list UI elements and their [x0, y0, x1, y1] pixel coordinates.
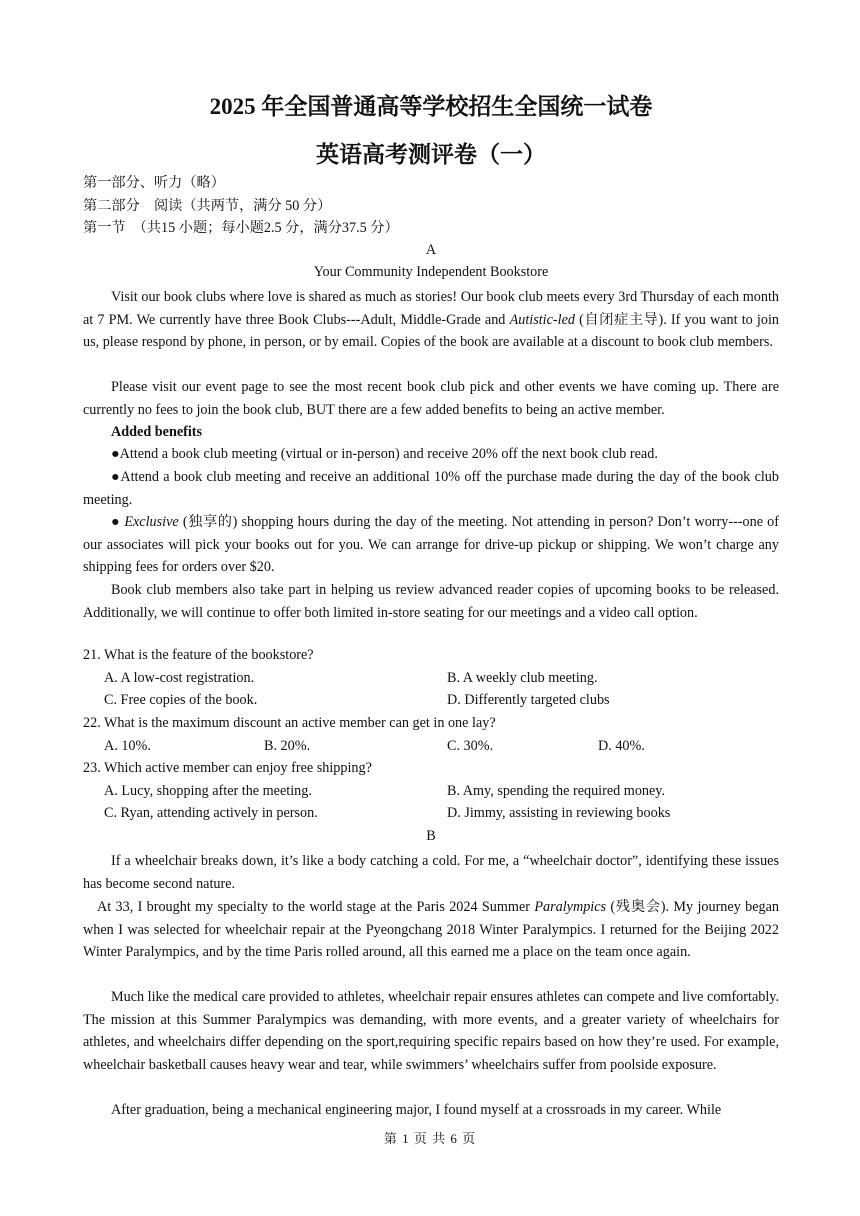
q21-option-d: D. Differently targeted clubs [447, 692, 610, 708]
benefits-heading: Added benefits [111, 424, 203, 440]
q22-option-a: A. 10%. [104, 738, 151, 754]
benefit-item-1: ●Attend a book club meeting (virtual or in-person) and receive 20% off the next book club read. [111, 446, 658, 462]
passage-a-paragraph-2: Please visit our event page to see the most recent book club pick and other events we have coming up. There are currently no fees to join the book club, BUT there are a few added benefits to being an active member. [83, 379, 779, 418]
passage-a-paragraph-1 [83, 286, 779, 354]
p1-emphasis: Autistic-led [509, 311, 575, 328]
p1-text-a: Visit our book clubs where love is shared as much as stories! Our book club meets every 3rd Thursday of each month at 7 PM. We currently have three Book Clubs---Adult, Middle-Grade and [83, 289, 779, 328]
question-23: 23. Which active member can enjoy free shipping? [83, 760, 372, 776]
q21-option-a: A. A low-cost registration. [104, 670, 255, 686]
q22-option-b: B. 20%. [264, 738, 311, 754]
question-21: 21. What is the feature of the bookstore? [83, 647, 314, 663]
p1-text-b: (自闭症主导). If you want to join us, please respond by phone, in person, or by email. Copies of the book are available at a discount to book club members. [83, 311, 779, 351]
passage-b-paragraph-1: If a wheelchair breaks down, it’s like a body catching a cold. For me, a “wheelchair doctor”, identifying these issues has become second nature. [83, 853, 779, 892]
q22-option-c: C. 30%. [447, 738, 494, 754]
page-number-footer: 第 1 页 共 6 页 [383, 1131, 477, 1146]
passage-b-paragraph-3: Much like the medical care provided to athletes, wheelchair repair ensures athletes can compete and live comfortably. The mission at this Summer Paralympics was demanding, with more events, and a greater variety of wheelchairs for athletes, and wheelchairs differ depending on the sport,requiring specific repairs based on how they’re used. For example, wheelchair basketball causes heavy wear and tear, while swimmers’ wheelchairs suffer from poolside exposure. [83, 989, 779, 1073]
benefit-item-3 [83, 511, 779, 579]
q23-option-b: B. Amy, spending the required money. [447, 783, 666, 799]
passage-b-paragraph-2 [83, 896, 779, 964]
part1-line: 第一部分、听力（略） [83, 175, 225, 191]
part2-line: 第二部分 阅读（共两节，满分 50 分） [83, 197, 332, 214]
b3-emphasis: Exclusive [124, 514, 179, 530]
section1-line: 第一节 （共15 小题；每小题2.5 分，满分37.5 分） [83, 220, 399, 237]
passage-a-paragraph-3: Book club members also take part in helping us review advanced reader copies of upcoming books to be released. Additionally, we will continue to offer both limited in-store seating for our meetings and a video call option. [83, 582, 779, 621]
question-22: 22. What is the maximum discount an active member can get in one lay? [83, 715, 496, 731]
q23-option-d: D. Jimmy, assisting in reviewing books [447, 805, 671, 821]
passage-a-title: Your Community Independent Bookstore [313, 264, 549, 280]
q21-option-b: B. A weekly club meeting. [447, 670, 598, 686]
q22-option-d: D. 40%. [598, 738, 645, 754]
b-p2-text-a: At 33, I brought my specialty to the world stage at the Paris 2024 Summer [97, 899, 535, 915]
b-p2-emphasis: Paralympics [534, 899, 607, 915]
exam-subtitle: 英语高考测评卷（一） [316, 142, 546, 167]
benefit-item-2: ●Attend a book club meeting and receive an additional 10% off the purchase made during the day of the book club meeting. [83, 469, 779, 508]
passage-a-label: A [425, 242, 437, 258]
b-p2-text-b: (残奥会). My journey began when I was selected for wheelchair repair at the Pyeongchang 2018 Winter Paralympics. I returned for the Beijing 2022 Winter Paralympics, and by the time Paris rolled around, all this earned me a place on the team once again. [83, 899, 779, 961]
passage-b-label: B [426, 828, 436, 844]
q23-option-a: A. Lucy, shopping after the meeting. [104, 783, 312, 799]
exam-title: 2025 年全国普通高等学校招生全国统一试卷 [209, 94, 653, 119]
passage-b-paragraph-4: After graduation, being a mechanical engineering major, I found myself at a crossroads in my career. While [111, 1102, 722, 1118]
bullet-icon: ● [111, 514, 125, 530]
b3-text: (独享的) shopping hours during the day of the meeting. Not attending in person? Don’t worry---one of our associates will pick your books out for you. We can arrange for drive-up pickup or shipping. We won’t charge any shipping fees for orders over $20. [83, 514, 779, 576]
q21-option-c: C. Free copies of the book. [104, 692, 258, 708]
exam-meta [83, 172, 399, 240]
q23-option-c: C. Ryan, attending actively in person. [104, 805, 318, 821]
